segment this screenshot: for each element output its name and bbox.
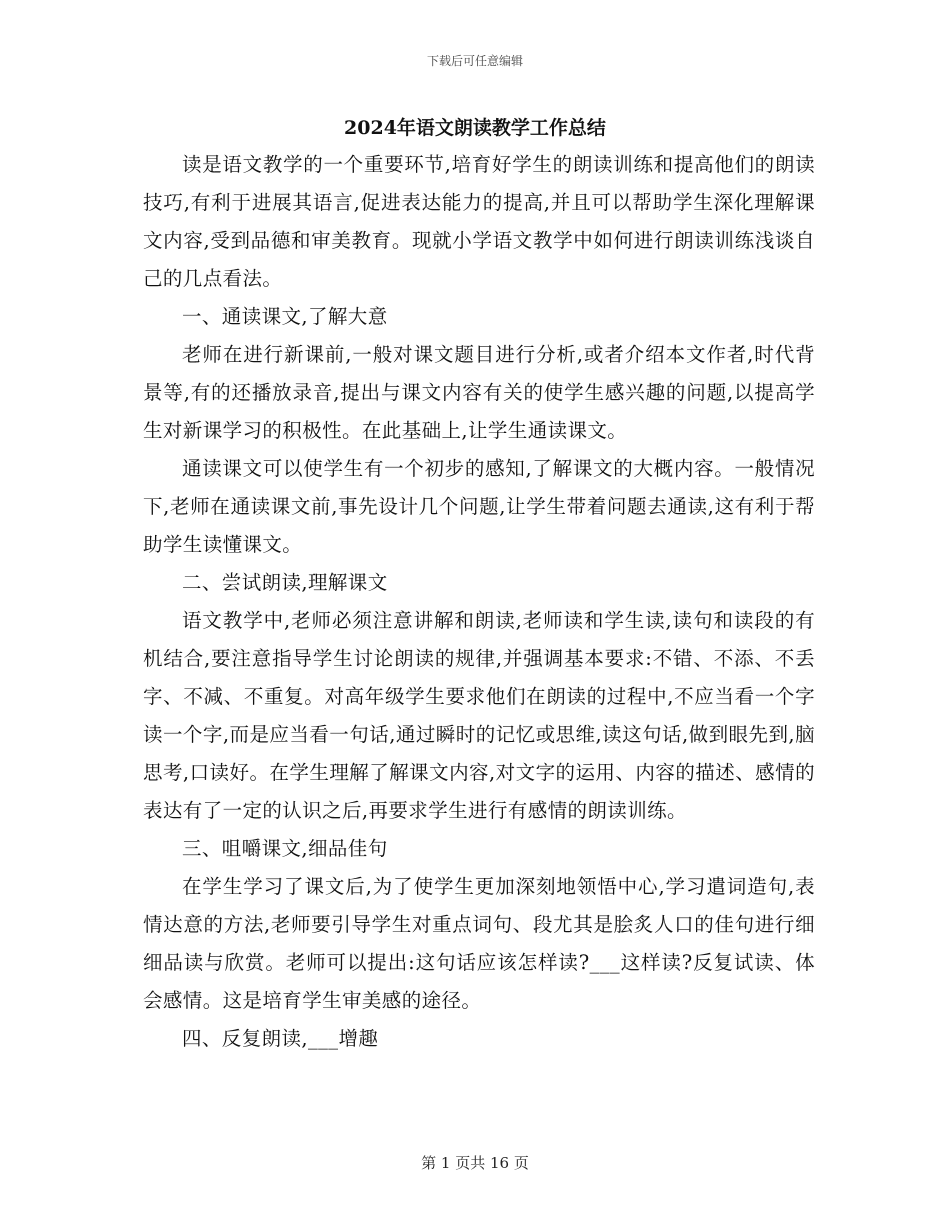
document-title: 2024年语文朗读教学工作总结 [344,117,606,139]
section-heading-4: 四、反复朗读,___增趣 [182,1027,379,1050]
section-2-paragraph-1: 语文教学中,老师必须注意讲解和朗读,老师读和学生读,读句和读段的有机结合,要注意指导学生讨论朗读的规律,并强调基本要求:不错、不添、不丢字、不减、不重复。对高年级学生要求他们在朗读的过程中,不应当看一个字读一个字,而是应当看一句话,通过瞬时的记忆或思维,读这句话,做到眼先到,脑思考,口读好。在学生理解了解课文内容,对文字的运用、内容的描述、感情的表达有了一定的认识之后,再要求学生进行有感情的朗读训练。 [143,609,815,822]
section-heading-3: 三、咀嚼课文,细品佳句 [182,837,388,860]
section-heading-1: 一、通读课文,了解大意 [182,305,388,328]
section-1-paragraph-2: 通读课文可以使学生有一个初步的感知,了解课文的大概内容。一般情况下,老师在通读课文前,事先设计几个问题,让学生带着问题去通读,这有利于帮助学生读懂课文。 [143,457,815,556]
section-1-paragraph-1: 老师在进行新课前,一般对课文题目进行分析,或者介绍本文作者,时代背景等,有的还播放录音,提出与课文内容有关的使学生感兴趣的问题,以提高学生对新课学习的积极性。在此基础上,让学生通读课文。 [143,343,815,442]
section-3-paragraph-1: 在学生学习了课文后,为了使学生更加深刻地领悟中心,学习遣词造句,表情达意的方法,老师要引导学生对重点词句、段尤其是脍炙人口的佳句进行细细品读与欣赏。老师可以提出:这句话应该怎样读?___这样读?反复试读、体会感情。这是培育学生审美感的途径。 [143,875,815,1012]
section-heading-2: 二、尝试朗读,理解课文 [182,571,388,594]
intro-paragraph: 读是语文教学的一个重要环节,培育好学生的朗读训练和提高他们的朗读技巧,有利于进展其语言,促进表达能力的提高,并且可以帮助学生深化理解课文内容,受到品德和审美教育。现就小学语文教学中如何进行朗读训练浅谈自己的几点看法。 [143,153,815,290]
page-footer: 第 1 页共 16 页 [421,1154,529,1172]
document-body [143,146,815,1058]
header-note: 下载后可任意编辑 [426,54,523,68]
